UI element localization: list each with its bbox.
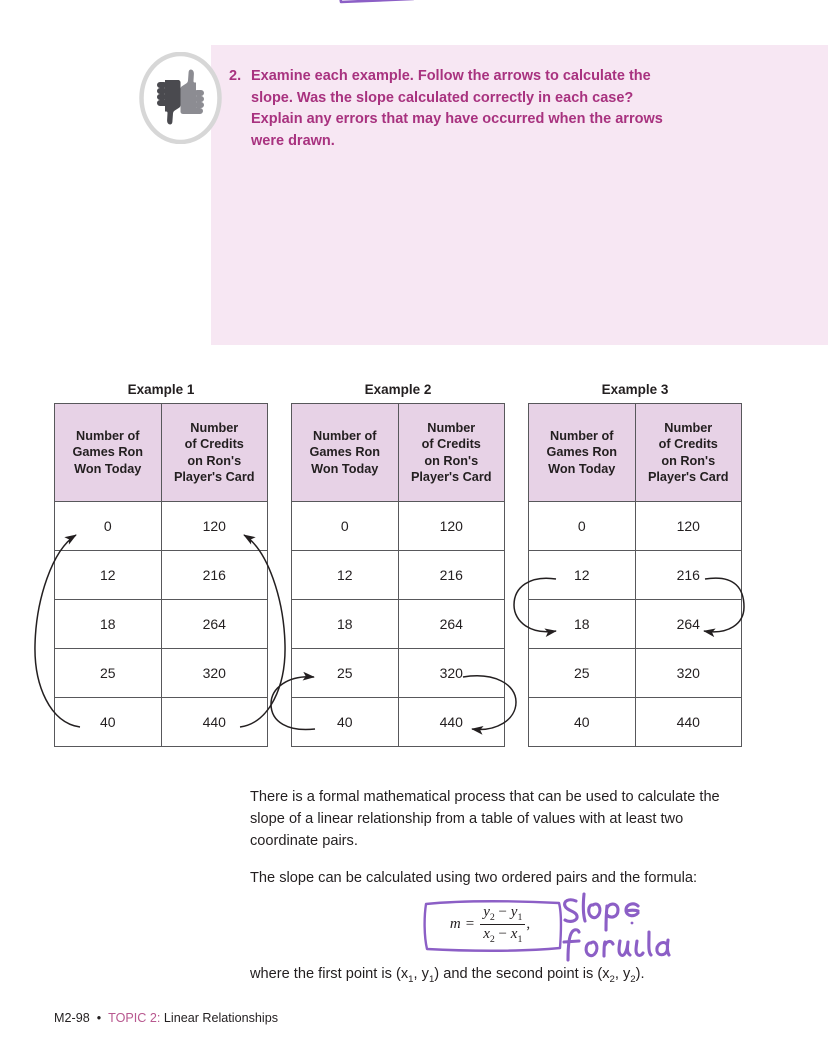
cell-credits: 440 bbox=[635, 698, 742, 747]
cell-credits: 320 bbox=[161, 649, 268, 698]
table-header-row bbox=[292, 404, 505, 502]
cell-games: 0 bbox=[529, 502, 636, 551]
cell-games: 25 bbox=[292, 649, 399, 698]
table-header-row bbox=[529, 404, 742, 502]
cell-games: 0 bbox=[55, 502, 162, 551]
example-3-table bbox=[528, 403, 742, 747]
cell-credits: 264 bbox=[635, 600, 742, 649]
table-row bbox=[55, 502, 268, 551]
slope-formula bbox=[420, 898, 560, 950]
example-1-title: Example 1 bbox=[127, 382, 195, 397]
table-row bbox=[529, 502, 742, 551]
example-2-title: Example 2 bbox=[364, 382, 432, 397]
question-line-4: were drawn. bbox=[251, 132, 335, 149]
cell-games: 18 bbox=[529, 600, 636, 649]
cell-credits: 320 bbox=[398, 649, 505, 698]
prose-paragraph-3: where the first point is ($x_1$, $y_1$) and the second point is ($x_2$, $y_2$). bbox=[250, 966, 645, 985]
table-row bbox=[292, 600, 505, 649]
header-games-won: Number of Games Ron Won Today bbox=[55, 404, 162, 502]
handwritten-annotation-slope-formula bbox=[560, 892, 700, 962]
header-credits: Number of Credits on Ron's Player's Card bbox=[161, 404, 268, 502]
cell-games: 18 bbox=[292, 600, 399, 649]
header-credits: Number of Credits on Ron's Player's Card bbox=[398, 404, 505, 502]
formula-fraction bbox=[480, 904, 525, 945]
header-games-won: Number of Games Ron Won Today bbox=[529, 404, 636, 502]
table-row bbox=[292, 551, 505, 600]
question-line-1: Examine each example. Follow the arrows to calculate the bbox=[251, 68, 651, 84]
cell-credits: 216 bbox=[161, 551, 268, 600]
cell-credits: 216 bbox=[398, 551, 505, 600]
cell-games: 40 bbox=[55, 698, 162, 747]
table-row bbox=[292, 649, 505, 698]
cell-credits: 264 bbox=[398, 600, 505, 649]
formula-equals: = bbox=[465, 915, 475, 932]
cell-games: 12 bbox=[529, 551, 636, 600]
thumbs-up-down-icon bbox=[139, 52, 222, 144]
table-row bbox=[529, 649, 742, 698]
cell-games: 12 bbox=[292, 551, 399, 600]
slope-formula-block bbox=[420, 898, 560, 950]
page-footer bbox=[54, 1011, 278, 1025]
table-row bbox=[292, 502, 505, 551]
cell-credits: 216 bbox=[635, 551, 742, 600]
example-2-table bbox=[291, 403, 505, 747]
footer-topic-name: Linear Relationships bbox=[160, 1011, 279, 1025]
formula-numerator: $y_2 - y_1$ bbox=[480, 904, 525, 925]
footer-topic-label: TOPIC 2: bbox=[108, 1011, 161, 1025]
cell-games: 25 bbox=[529, 649, 636, 698]
table-row bbox=[55, 600, 268, 649]
cell-games: 40 bbox=[529, 698, 636, 747]
question-text-block bbox=[229, 66, 729, 152]
table-row bbox=[55, 649, 268, 698]
question-line-2: slope. Was the slope calculated correctly in each case? bbox=[251, 89, 634, 106]
example-3-title: Example 3 bbox=[601, 382, 669, 397]
cell-credits: 440 bbox=[398, 698, 505, 747]
table-header-row bbox=[55, 404, 268, 502]
question-number: 2. bbox=[229, 68, 242, 84]
cell-credits: 320 bbox=[635, 649, 742, 698]
cell-credits: 120 bbox=[398, 502, 505, 551]
header-credits: Number of Credits on Ron's Player's Card bbox=[635, 404, 742, 502]
question-line-3: Explain any errors that may have occurred when the arrows bbox=[251, 111, 663, 127]
prose-paragraph-1: There is a formal mathematical process that can be used to calculate the slope of a linear relationship from a table of values with at least two coordinate pairs. bbox=[250, 789, 720, 849]
cell-credits: 264 bbox=[161, 600, 268, 649]
footer-bullet: • bbox=[96, 1011, 102, 1025]
table-row bbox=[55, 698, 268, 747]
table-row bbox=[529, 600, 742, 649]
formula-comma: , bbox=[526, 915, 531, 932]
cell-credits: 120 bbox=[635, 502, 742, 551]
cell-games: 18 bbox=[55, 600, 162, 649]
prose-paragraph-2: The slope can be calculated using two ordered pairs and the formula: bbox=[250, 870, 697, 886]
cell-games: 0 bbox=[292, 502, 399, 551]
cell-games: 25 bbox=[55, 649, 162, 698]
table-row bbox=[292, 698, 505, 747]
footer-page-number: M2-98 bbox=[54, 1011, 90, 1025]
cell-games: 40 bbox=[292, 698, 399, 747]
cell-games: 12 bbox=[55, 551, 162, 600]
cell-credits: 120 bbox=[161, 502, 268, 551]
table-row bbox=[55, 551, 268, 600]
cell-credits: 440 bbox=[161, 698, 268, 747]
formula-denominator: $x_2 - x_1$ bbox=[483, 925, 523, 945]
formula-m: m bbox=[449, 915, 461, 932]
table-row bbox=[529, 698, 742, 747]
table-row bbox=[529, 551, 742, 600]
example-1-table bbox=[54, 403, 268, 747]
handwriting-stroke-partial bbox=[337, 0, 415, 6]
header-games-won: Number of Games Ron Won Today bbox=[292, 404, 399, 502]
